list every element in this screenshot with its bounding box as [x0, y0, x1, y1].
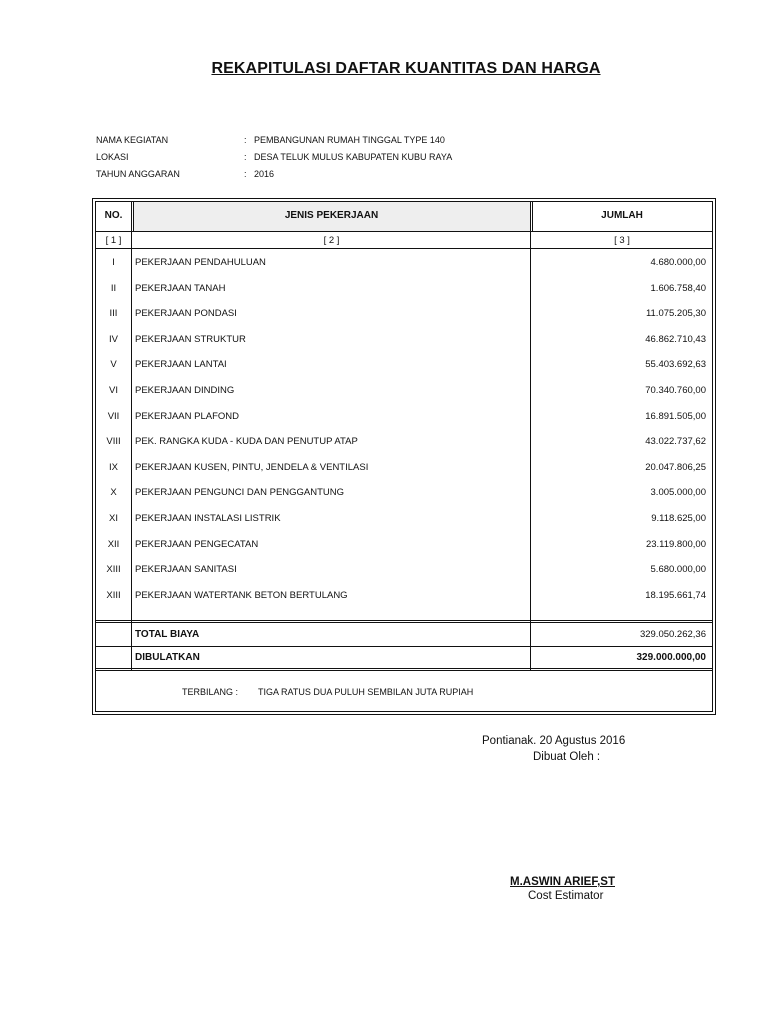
info-row-kegiatan: [96, 131, 452, 148]
info-colon: :: [244, 168, 247, 179]
row-no: XIII: [106, 564, 121, 576]
row-job: PEKERJAAN PENGECATAN: [135, 538, 259, 550]
row-job: PEKERJAAN PENGUNCI DAN PENGGANTUNG: [135, 487, 345, 499]
row-job: PEKERJAAN PLAFOND: [135, 410, 239, 422]
row-no: IV: [109, 333, 118, 345]
info-row-lokasi: [96, 148, 452, 165]
info-colon: :: [244, 134, 247, 145]
info-row-tahun: [96, 165, 452, 182]
row-amount: 23.119.800,00: [645, 538, 706, 550]
row-divider: [96, 622, 712, 623]
row-no: III: [109, 308, 118, 320]
row-amount: 1.606.758,40: [650, 282, 706, 294]
row-amount: 55.403.692,63: [645, 359, 706, 371]
row-divider: [96, 620, 712, 621]
row-no: X: [110, 487, 117, 499]
row-job: PEKERJAAN SANITASI: [135, 564, 237, 576]
row-no: XI: [109, 513, 118, 524]
row-no: II: [110, 282, 117, 294]
row-amount: 11.075.205,30: [645, 308, 706, 320]
total-amount: 329.050.262,36: [639, 629, 706, 640]
row-job: PEKERJAAN TANAH: [135, 282, 226, 294]
row-no: VII: [107, 410, 120, 422]
made-by: Dibuat Oleh :: [533, 751, 601, 763]
row-amount: 46.862.710,43: [645, 333, 706, 345]
header-amount: JUMLAH: [601, 210, 643, 221]
row-no: IX: [109, 461, 118, 473]
row-divider: [96, 668, 712, 669]
row-job: PEKERJAAN STRUKTUR: [135, 333, 246, 345]
document-title: REKAPITULASI DAFTAR KUANTITAS DAN HARGA: [211, 60, 601, 77]
total-label: TOTAL BIAYA: [135, 629, 200, 640]
signatory-role: Cost Estimator: [528, 890, 604, 902]
info-label: NAMA KEGIATAN: [96, 134, 169, 145]
info-colon: :: [244, 151, 247, 162]
row-amount: 3.005.000,00: [650, 487, 706, 499]
row-amount: 43.022.737,62: [645, 436, 706, 448]
row-amount: 18.195.661,74: [645, 589, 706, 601]
row-job: PEKERJAAN PONDASI: [135, 308, 237, 320]
row-divider: [96, 248, 712, 249]
row-no: I: [112, 257, 115, 268]
info-label: TAHUN ANGGARAN: [96, 168, 180, 179]
colnum-2: [ 2 ]: [323, 235, 340, 246]
place-date: Pontianak. 20 Agustus 2016: [482, 735, 626, 747]
row-job: PEKERJAAN DINDING: [135, 385, 235, 396]
info-value: DESA TELUK MULUS KABUPATEN KUBU RAYA: [254, 151, 453, 162]
row-job: PEKERJAAN LANTAI: [135, 359, 227, 371]
colnum-1: [ 1 ]: [105, 235, 122, 246]
col-divider: [530, 202, 531, 670]
header-no: NO.: [104, 210, 123, 221]
row-job: PEK. RANGKA KUDA - KUDA DAN PENUTUP ATAP: [135, 436, 358, 448]
row-amount: 5.680.000,00: [650, 564, 706, 576]
recap-table-inner: [95, 201, 713, 712]
header-job: JENIS PEKERJAAN: [284, 210, 379, 221]
terbilang-label: TERBILANG :: [182, 687, 239, 697]
rounded-label: DIBULATKAN: [135, 652, 200, 663]
col-divider: [131, 202, 132, 670]
row-divider: [96, 231, 712, 232]
row-amount: 16.891.505,00: [645, 410, 706, 422]
row-no: VIII: [106, 436, 121, 448]
row-amount: 70.340.760,00: [645, 385, 706, 396]
row-job: PEKERJAAN KUSEN, PINTU, JENDELA & VENTILASI: [135, 461, 369, 473]
row-no: VI: [109, 385, 118, 396]
row-divider: [96, 670, 712, 671]
row-amount: 20.047.806,25: [645, 461, 706, 473]
project-info: [96, 131, 452, 182]
row-no: XII: [107, 538, 120, 550]
row-no: V: [110, 359, 117, 371]
row-no: XIII: [106, 589, 121, 601]
info-value: PEMBANGUNAN RUMAH TINGGAL TYPE 140: [254, 134, 445, 145]
signatory-name: M.ASWIN ARIEF,ST: [510, 876, 615, 888]
row-job: PEKERJAAN WATERTANK BETON BERTULANG: [135, 589, 348, 601]
terbilang-value: TIGA RATUS DUA PULUH SEMBILAN JUTA RUPIAH: [258, 687, 474, 697]
row-amount: 4.680.000,00: [650, 257, 706, 268]
info-value: 2016: [254, 168, 275, 179]
row-amount: 9.118.625,00: [651, 513, 706, 524]
row-job: PEKERJAAN PENDAHULUAN: [135, 257, 266, 268]
info-label: LOKASI: [96, 151, 129, 162]
rounded-amount: 329.000.000,00: [636, 652, 706, 663]
recap-table: [92, 198, 716, 715]
colnum-3: [ 3 ]: [614, 235, 630, 246]
row-job: PEKERJAAN INSTALASI LISTRIK: [135, 513, 281, 524]
row-divider: [96, 646, 712, 647]
